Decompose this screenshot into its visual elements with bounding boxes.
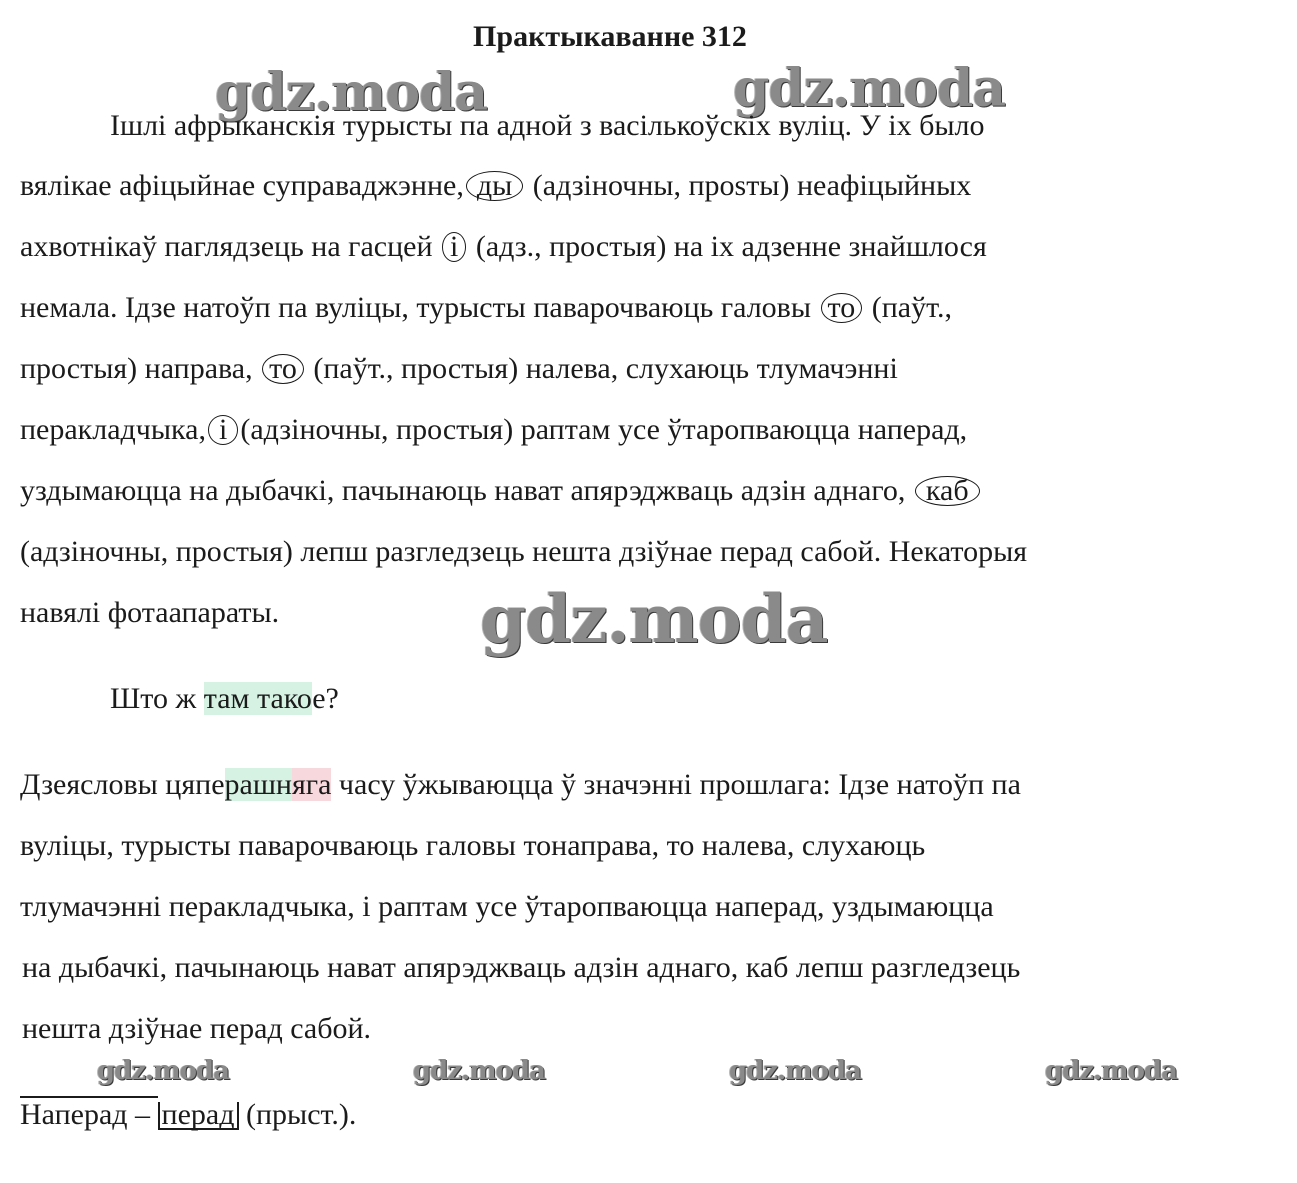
circled-conjunction: то: [262, 354, 304, 384]
morpheme-analysis: Наперад – перад (прыст.).: [20, 1098, 357, 1131]
text-line: немала. Ідзе натоўп па вуліцы, турысты паварочваюць галовы то (паўт.,: [20, 291, 952, 324]
watermark: gdz.moda: [413, 1056, 546, 1086]
watermark: gdz.moda: [97, 1056, 230, 1086]
answer-line: тлумачэнні перакладчыка, і раптам усе ўтаропваюцца наперад, уздымаюцца: [20, 890, 994, 923]
root-mark: перад: [158, 1102, 239, 1130]
watermark: gdz.moda: [215, 62, 488, 123]
text-line: навялі фотаапараты.: [20, 596, 280, 629]
text-line: простыя) направа, то (паўт., простыя) налева, слухаюць тлумачэнні: [20, 352, 898, 385]
text-line: ахвотнікаў паглядзець на гасцей і (адз., простыя) на іх адзенне знайшлося: [20, 230, 987, 263]
page-title: Практыкаванне 312: [473, 20, 747, 53]
watermark: gdz.moda: [733, 58, 1006, 119]
circled-conjunction: і: [442, 232, 466, 262]
text-line: вялікае афіцыйнае суправаджэнне, ды (адзіночны, прosты) неафіцыйных: [20, 169, 972, 202]
watermark: gdz.moda: [729, 1056, 862, 1086]
answer-line: Дзеясловы цяперашняга часу ўжываюцца ў значэнні прошлага: Ідзе натоўп па: [20, 768, 1021, 801]
text-line: перакладчыка, і (адзіночны, простыя) раптам усе ўтаропваюцца наперад,: [20, 413, 968, 446]
question-line: Што ж там такое?: [110, 682, 339, 715]
answer-line: вуліцы, турысты паварочваюць галовы тонаправа, то налева, слухаюць: [20, 829, 926, 862]
answer-line: на дыбачкі, пачынаюць нават апярэджваць адзін аднаго, каб лепш разгледзець: [22, 951, 1021, 984]
watermark: gdz.moda: [1045, 1056, 1178, 1086]
watermark: gdz.moda: [480, 580, 828, 658]
circled-conjunction: ды: [466, 171, 523, 201]
circled-conjunction: і: [208, 415, 238, 445]
text-line: (адзіночны, простыя) лепш разгледзець нешта дзіўнае перад сабой. Некаторыя: [20, 535, 1028, 568]
text-line: уздымаюцца на дыбачкі, пачынаюць нават апярэджваць адзін аднаго, каб: [20, 471, 982, 511]
text-line: Ішлі афрыканскія турысты па адной з васількоўскіх вуліц. У іх было: [110, 109, 985, 142]
circled-conjunction: каб: [915, 476, 980, 506]
circled-conjunction: то: [821, 293, 863, 323]
answer-line: нешта дзіўнае перад сабой.: [22, 1012, 372, 1045]
prefix-mark: Наперад –: [20, 1098, 158, 1131]
